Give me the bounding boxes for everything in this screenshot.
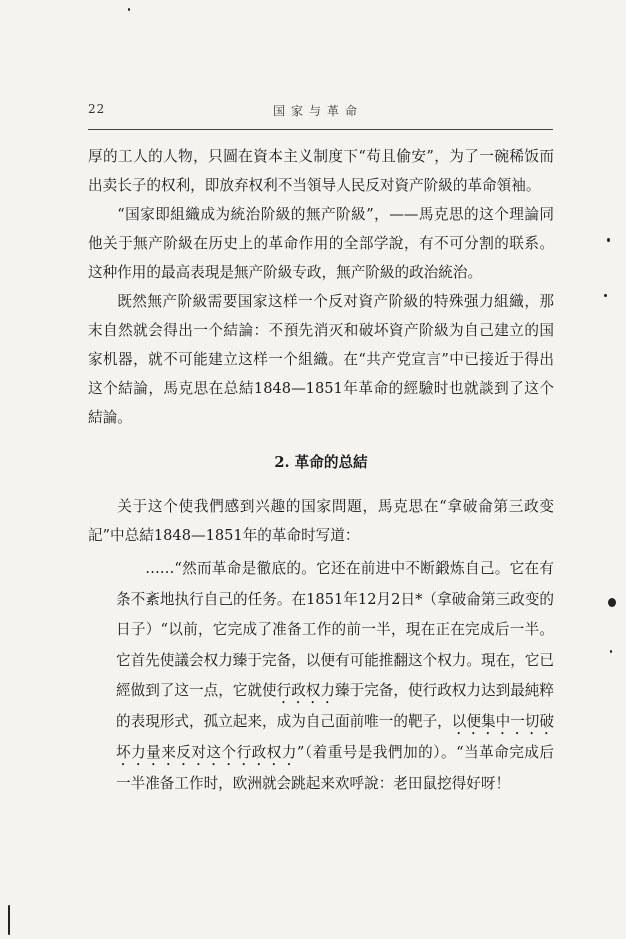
emphasized-text-2: 以便集中一切破坏力量来反对这个行政权力 [116, 713, 554, 761]
scan-speck [608, 598, 616, 607]
quote-paragraph [116, 554, 554, 800]
running-title: 国家与革命 [272, 104, 363, 118]
scan-speck [610, 650, 612, 653]
paragraph-3: 既然無产阶級需要国家这样一个反对資产阶級的特殊强力組織，那末自然就会得出一个結論：不預先消灭和破坏資产阶級为自己建立的国家机器，就不可能建立这样一个組織。在“共产党宣言”中已接近于得出这个結論，馬克思在总結1848—1851年革命的經驗时也就談到了这个結論。 [88, 293, 554, 426]
scan-speck [607, 238, 610, 242]
scan-speck [8, 905, 10, 935]
page-number: 22 [88, 102, 106, 116]
section-intro: 关于这个使我們感到兴趣的国家問題，馬克思在“拿破侖第三政变記”中总結1848—1851年的革命时写道： [88, 498, 554, 544]
page-header [88, 102, 548, 120]
quote-text-3: ”（着重号是我們加的）。“当革命完成后一半准备工作时，欧洲就会跳起来欢呼說：老田鼠挖得好呀！ [116, 744, 554, 792]
quote-text-1: ……“然而革命是徹底的。它还在前进中不断鍛炼自己。它在有条不紊地执行自己的任务。在1851年12月2日*（拿破侖第三政变的日子）“以前，它完成了准备工作的前一半，現在正在完成后一半。它首先使議会权力臻于完备，以便有可能推翻这个权力。現在，它已經做到了这一点，它就使 [116, 560, 554, 699]
paragraph-2: “国家即組織成为統治阶級的無产阶級”，——馬克思的这个理論同他关于無产阶級在历史上的革命作用的全部学說，有不可分割的联系。这种作用的最高表現是無产阶級专政，無产阶級的政治統治。 [88, 206, 554, 281]
emphasized-text-1: 行政权力 [276, 682, 335, 699]
scan-speck [604, 294, 607, 297]
paragraph-1: 厚的工人的人物，只圖在資本主义制度下“苟且偷安”，为了一碗稀饭而出卖长子的权利，即放弃权利不当領导人民反对資产阶級的革命領袖。 [88, 148, 554, 194]
header-rule [88, 129, 553, 130]
scan-speck [128, 8, 130, 11]
quote-text-2: 臻于完备，使行政权力达到最純粹的表現形式，孤立起来，成为自己面前唯一的靶子， [116, 682, 554, 730]
block-quote [116, 554, 554, 800]
page-body [88, 142, 554, 800]
section-heading: 2. 革命的总結 [274, 454, 368, 471]
